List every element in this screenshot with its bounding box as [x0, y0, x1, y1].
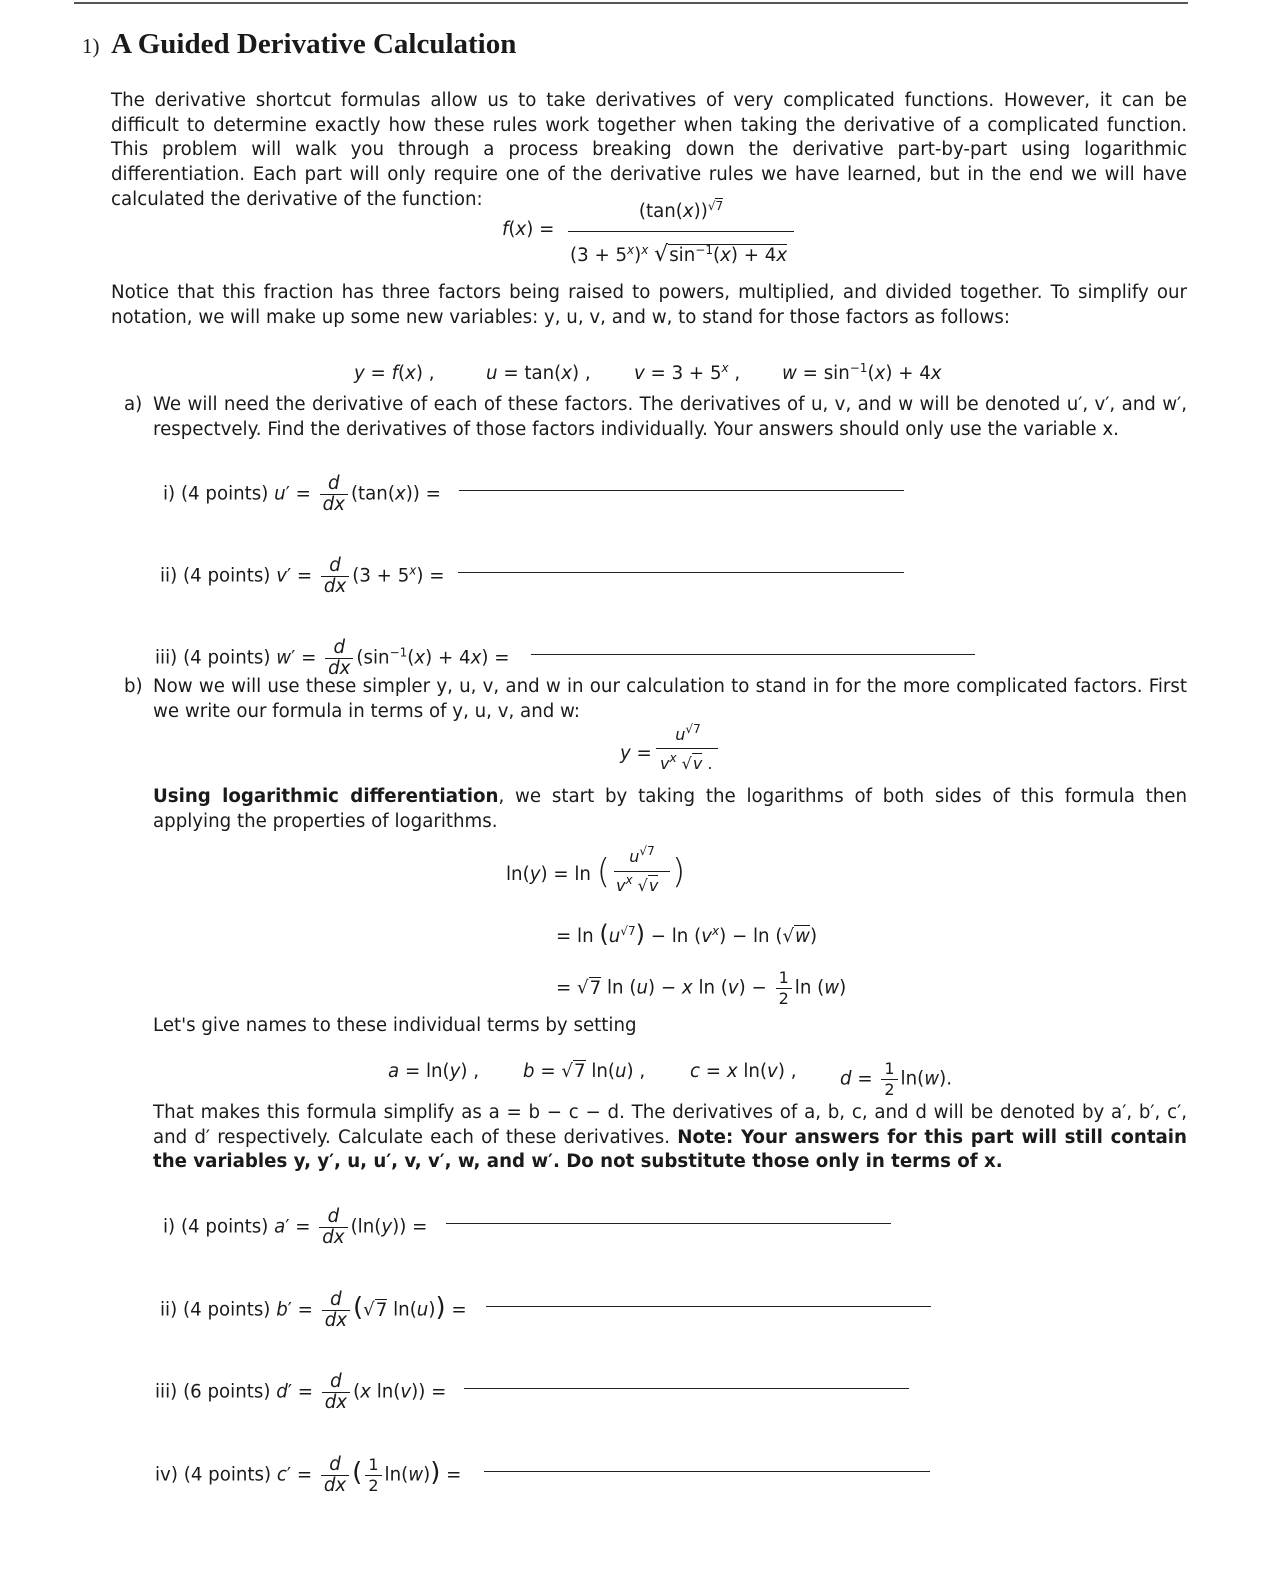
y-fraction-bar — [656, 748, 718, 749]
item-label: ii) — [160, 1299, 178, 1321]
part-b-item-4: iv) (4 points) c′ = $\frac{d}{dx}$ ( $\frac{1}{2}$ ln(w)) = — [155, 1454, 462, 1496]
notice-paragraph: Notice that this fraction has three factors being raised to powers, multiplied, and divided together. To simplify our notation, we will make up some new variables: y, u, v, and w, to stand for those factors as follows: — [111, 282, 1187, 328]
log-bold: Using logarithmic differentiation — [153, 786, 499, 807]
substitution-v: $v = 3 + 5^x$ , — [634, 361, 741, 384]
item-label: iii) — [155, 647, 178, 669]
part-b-text: Now we will use these simpler y, u, v, and w in our calculation to stand in for the more complicated factors. First we write our formula in terms of y, u, v, and w: — [153, 676, 1187, 722]
item-label: ii) — [160, 565, 178, 587]
part-a-item-1: i) (4 points) u′ = $\frac{d}{dx}$ (tan(x)) = — [163, 473, 441, 515]
problem-number: 1) — [82, 34, 100, 58]
answer-blank-a1[interactable] — [459, 490, 904, 491]
answer-blank-a3[interactable] — [531, 654, 975, 655]
part-b-item-3: iii) (6 points) d′ = $\frac{d}{dx}$ (x ln(v)) = — [155, 1371, 447, 1413]
item-points: (4 points) — [180, 483, 269, 505]
part-b-label: b) — [124, 676, 143, 697]
ln-line-3: = √7 ln (u) − x ln (v) − $\frac{1}{2}$ ln (w) — [556, 968, 847, 1008]
substitution-y: y = f(x) , — [354, 363, 435, 384]
part-a-item-3: iii) (4 points) w′ = $\frac{d}{dx}$ $(\sin^{-1}(x) + 4x)$ = — [155, 637, 510, 679]
simplify-text: That makes this formula simplify as a = b − c − d. The derivatives of a, b, c, and d will be denoted by a′, b′, c′, and d′ respectively. Calculate each of these derivatives. — [153, 1102, 1187, 1148]
function-fraction-bar — [568, 231, 794, 232]
ln-fraction-bar — [614, 871, 670, 872]
answer-blank-a2[interactable] — [458, 572, 904, 573]
problem-title — [82, 28, 516, 61]
log-rest: , we start by taking the logarithms of both sides of this formula then applying the properties of logarithms. — [153, 786, 1187, 832]
item-label: iii) — [155, 1381, 178, 1403]
item-label: i) — [163, 1216, 176, 1238]
top-rule — [74, 2, 1188, 4]
substitution-u: u = tan(x) , — [486, 363, 591, 384]
item-points: (4 points) — [183, 647, 271, 669]
define-c: c = x ln(v) , — [690, 1061, 797, 1082]
ln-line-1: ln(y) = ln ( — [506, 852, 610, 892]
names-text: Let's give names to these individual terms by setting — [153, 1015, 637, 1036]
function-definition: f(x) = — [502, 219, 555, 240]
item-points: (4 points) — [183, 1299, 271, 1321]
item-points: (6 points) — [183, 1381, 271, 1403]
ln-fraction-num: $u^{√7}$ — [629, 844, 655, 866]
ln-close-paren: ) — [672, 852, 686, 892]
item-points: (4 points) — [183, 565, 271, 587]
part-b-item-1: i) (4 points) a′ = $\frac{d}{dx}$ (ln(y)) = — [163, 1206, 428, 1248]
part-a-item-2: ii) (4 points) v′ = $\frac{d}{dx}$ $(3 + 5^x)$ = — [160, 555, 445, 597]
item-label: iv) — [155, 1464, 178, 1486]
item-points: (4 points) — [183, 1464, 272, 1486]
note-text: Note: Your answers for this part will still contain the variables y, y′, u, u′, v, v′, w, and w′. Do not substitute those only in terms of x. — [153, 1126, 1187, 1173]
part-b-item-2: ii) (4 points) b′ = $\frac{d}{dx}$ (√7 ln(u)) = — [160, 1289, 467, 1331]
answer-blank-b3[interactable] — [464, 1388, 909, 1389]
ln-line-2: = $\ln (u^{√7}) - \ln (v^x) - \ln (√w)$ — [556, 920, 818, 948]
intro-paragraph: The derivative shortcut formulas allow us to take derivatives of very complicated functions. However, it can be difficult to determine exactly how these rules work together when taking the derivative of a complicated function. This problem will walk you through a process breaking down the derivative part-by-part using logarithmic differentiation. Each part will only require one of the derivative rules we have learned, but in the end we will have calculated the derivative of the function: — [111, 90, 1187, 210]
log-paragraph — [153, 785, 1187, 834]
function-denominator: $(3 + 5^x)^x$ $√\sin^{-1}(x) + 4x$ — [570, 242, 788, 267]
define-d: d = $\frac{1}{2}$ ln(w). — [840, 1059, 953, 1099]
y-equation: y = — [620, 743, 652, 764]
define-a: a = ln(y) , — [388, 1061, 480, 1082]
answer-blank-b1[interactable] — [446, 1223, 891, 1224]
part-a-label: a) — [124, 394, 143, 415]
problem-title-text: A Guided Derivative Calculation — [111, 28, 517, 60]
answer-blank-b2[interactable] — [486, 1306, 931, 1307]
item-label: i) — [163, 483, 176, 505]
y-numerator: $u^{√7}$ — [675, 722, 701, 744]
simplify-paragraph — [153, 1101, 1187, 1175]
define-b: b = √7 ln(u) , — [523, 1061, 646, 1082]
y-denominator: $v^x$ √v . — [660, 751, 713, 773]
item-points: (4 points) — [180, 1216, 269, 1238]
part-a-text: We will need the derivative of each of these factors. The derivatives of u, v, and w will be denoted u′, v′, and w′, respectvely. Find the derivatives of those factors individually. Your answers should only use the variable x. — [153, 394, 1187, 440]
substitution-w: $w = \sin^{-1}(x) + 4x$ — [782, 361, 942, 384]
answer-blank-b4[interactable] — [484, 1471, 930, 1472]
ln-fraction-den: $v^x$ √v — [616, 873, 659, 895]
function-numerator: $(\tan(x))^{√7}$ — [638, 199, 724, 222]
